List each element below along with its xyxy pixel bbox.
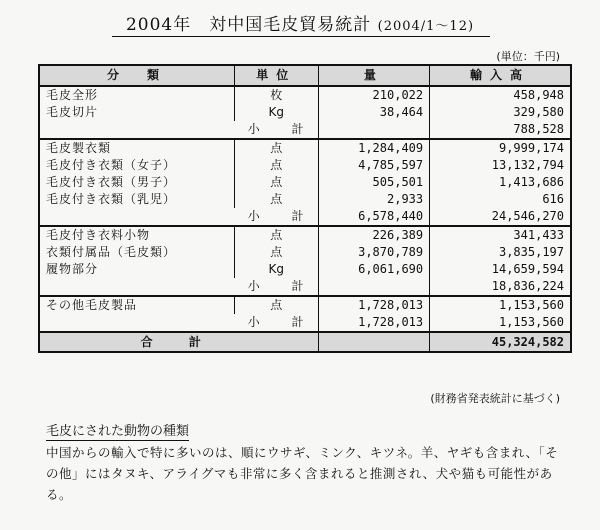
row-import: 1,153,560	[430, 296, 571, 314]
row-category: 毛皮付き衣類（乳児）	[39, 191, 234, 208]
row-unit: 点	[234, 244, 318, 261]
header-import: 輸入高	[430, 65, 571, 86]
row-import: 3,835,197	[430, 244, 571, 261]
row-unit: 点	[234, 157, 318, 174]
subtotal-label: 小 計	[39, 278, 318, 296]
row-import: 329,580	[430, 104, 571, 121]
row-category: 毛皮付き衣類（女子）	[39, 157, 234, 174]
source-note: (財務省発表統計に基づく)	[430, 392, 560, 405]
header-unit: 単位	[234, 65, 318, 86]
row-quantity: 2,933	[318, 191, 430, 208]
subtotal-label: 小 計	[39, 208, 318, 226]
subtotal-quantity: 6,578,440	[318, 208, 430, 226]
row-unit: 点	[234, 296, 318, 314]
title-main: 2004年 対中国毛皮貿易統計	[125, 15, 372, 35]
total-quantity	[318, 332, 430, 352]
subtotal-import: 788,528	[430, 121, 571, 139]
subtotal-row	[39, 314, 571, 332]
row-import: 341,433	[430, 226, 571, 244]
subtotal-row	[39, 208, 571, 226]
table-row	[39, 296, 571, 314]
row-unit: Kg	[234, 104, 318, 121]
row-category: 毛皮全形	[39, 86, 234, 104]
row-import: 458,948	[430, 86, 571, 104]
table-row	[39, 157, 571, 174]
row-category: その他毛皮製品	[39, 296, 234, 314]
table-row	[39, 86, 571, 104]
row-import: 13,132,794	[430, 157, 571, 174]
total-label: 合 計	[39, 332, 318, 352]
row-import: 9,999,174	[430, 139, 571, 157]
row-import: 616	[430, 191, 571, 208]
row-unit: 点	[234, 174, 318, 191]
row-unit: Kg	[234, 261, 318, 278]
row-quantity: 3,870,789	[318, 244, 430, 261]
subtotal-import: 1,153,560	[430, 314, 571, 332]
table-body	[39, 86, 571, 352]
row-category: 毛皮製衣類	[39, 139, 234, 157]
subtotal-label: 小 計	[39, 121, 318, 139]
title-underline	[112, 36, 490, 37]
table-row	[39, 174, 571, 191]
subtotal-label: 小 計	[39, 314, 318, 332]
row-unit: 点	[234, 139, 318, 157]
row-quantity: 226,389	[318, 226, 430, 244]
trade-statistics-table	[38, 64, 572, 353]
row-category: 履物部分	[39, 261, 234, 278]
table-row	[39, 104, 571, 121]
row-category: 毛皮切片	[39, 104, 234, 121]
section-heading: 毛皮にされた動物の種類	[46, 420, 189, 441]
unit-note: (単位：千円)	[496, 50, 560, 63]
row-quantity: 38,464	[318, 104, 430, 121]
page-title	[0, 10, 600, 35]
table-row	[39, 261, 571, 278]
subtotal-quantity: 1,728,013	[318, 314, 430, 332]
row-quantity: 505,501	[318, 174, 430, 191]
row-category: 毛皮付き衣料小物	[39, 226, 234, 244]
title-period: (2004/1～12)	[377, 19, 475, 34]
total-row	[39, 332, 571, 352]
subtotal-row	[39, 121, 571, 139]
header-category: 分 類	[39, 65, 234, 86]
subtotal-import: 18,836,224	[430, 278, 571, 296]
total-import: 45,324,582	[430, 332, 571, 352]
row-quantity: 1,284,409	[318, 139, 430, 157]
row-quantity: 4,785,597	[318, 157, 430, 174]
row-category: 衣類付属品（毛皮類）	[39, 244, 234, 261]
header-quantity: 量	[318, 65, 430, 86]
row-quantity: 210,022	[318, 86, 430, 104]
table-row	[39, 191, 571, 208]
row-import: 14,659,594	[430, 261, 571, 278]
row-category: 毛皮付き衣類（男子）	[39, 174, 234, 191]
row-quantity: 6,061,690	[318, 261, 430, 278]
row-import: 1,413,686	[430, 174, 571, 191]
table-header-row	[39, 65, 571, 86]
subtotal-import: 24,546,270	[430, 208, 571, 226]
row-unit: 枚	[234, 86, 318, 104]
section-body: 中国からの輸入で特に多いのは、順にウサギ、ミンク、キツネ。羊、ヤギも含まれ、「その他」にはタヌキ、アライグマも非常に多く含まれると推測され、犬や猫も可能性がある。	[46, 445, 559, 502]
row-quantity: 1,728,013	[318, 296, 430, 314]
table-row	[39, 139, 571, 157]
table-row	[39, 226, 571, 244]
subtotal-row	[39, 278, 571, 296]
subtotal-quantity	[318, 121, 430, 139]
table-row	[39, 244, 571, 261]
row-unit: 点	[234, 226, 318, 244]
row-unit: 点	[234, 191, 318, 208]
subtotal-quantity	[318, 278, 430, 296]
